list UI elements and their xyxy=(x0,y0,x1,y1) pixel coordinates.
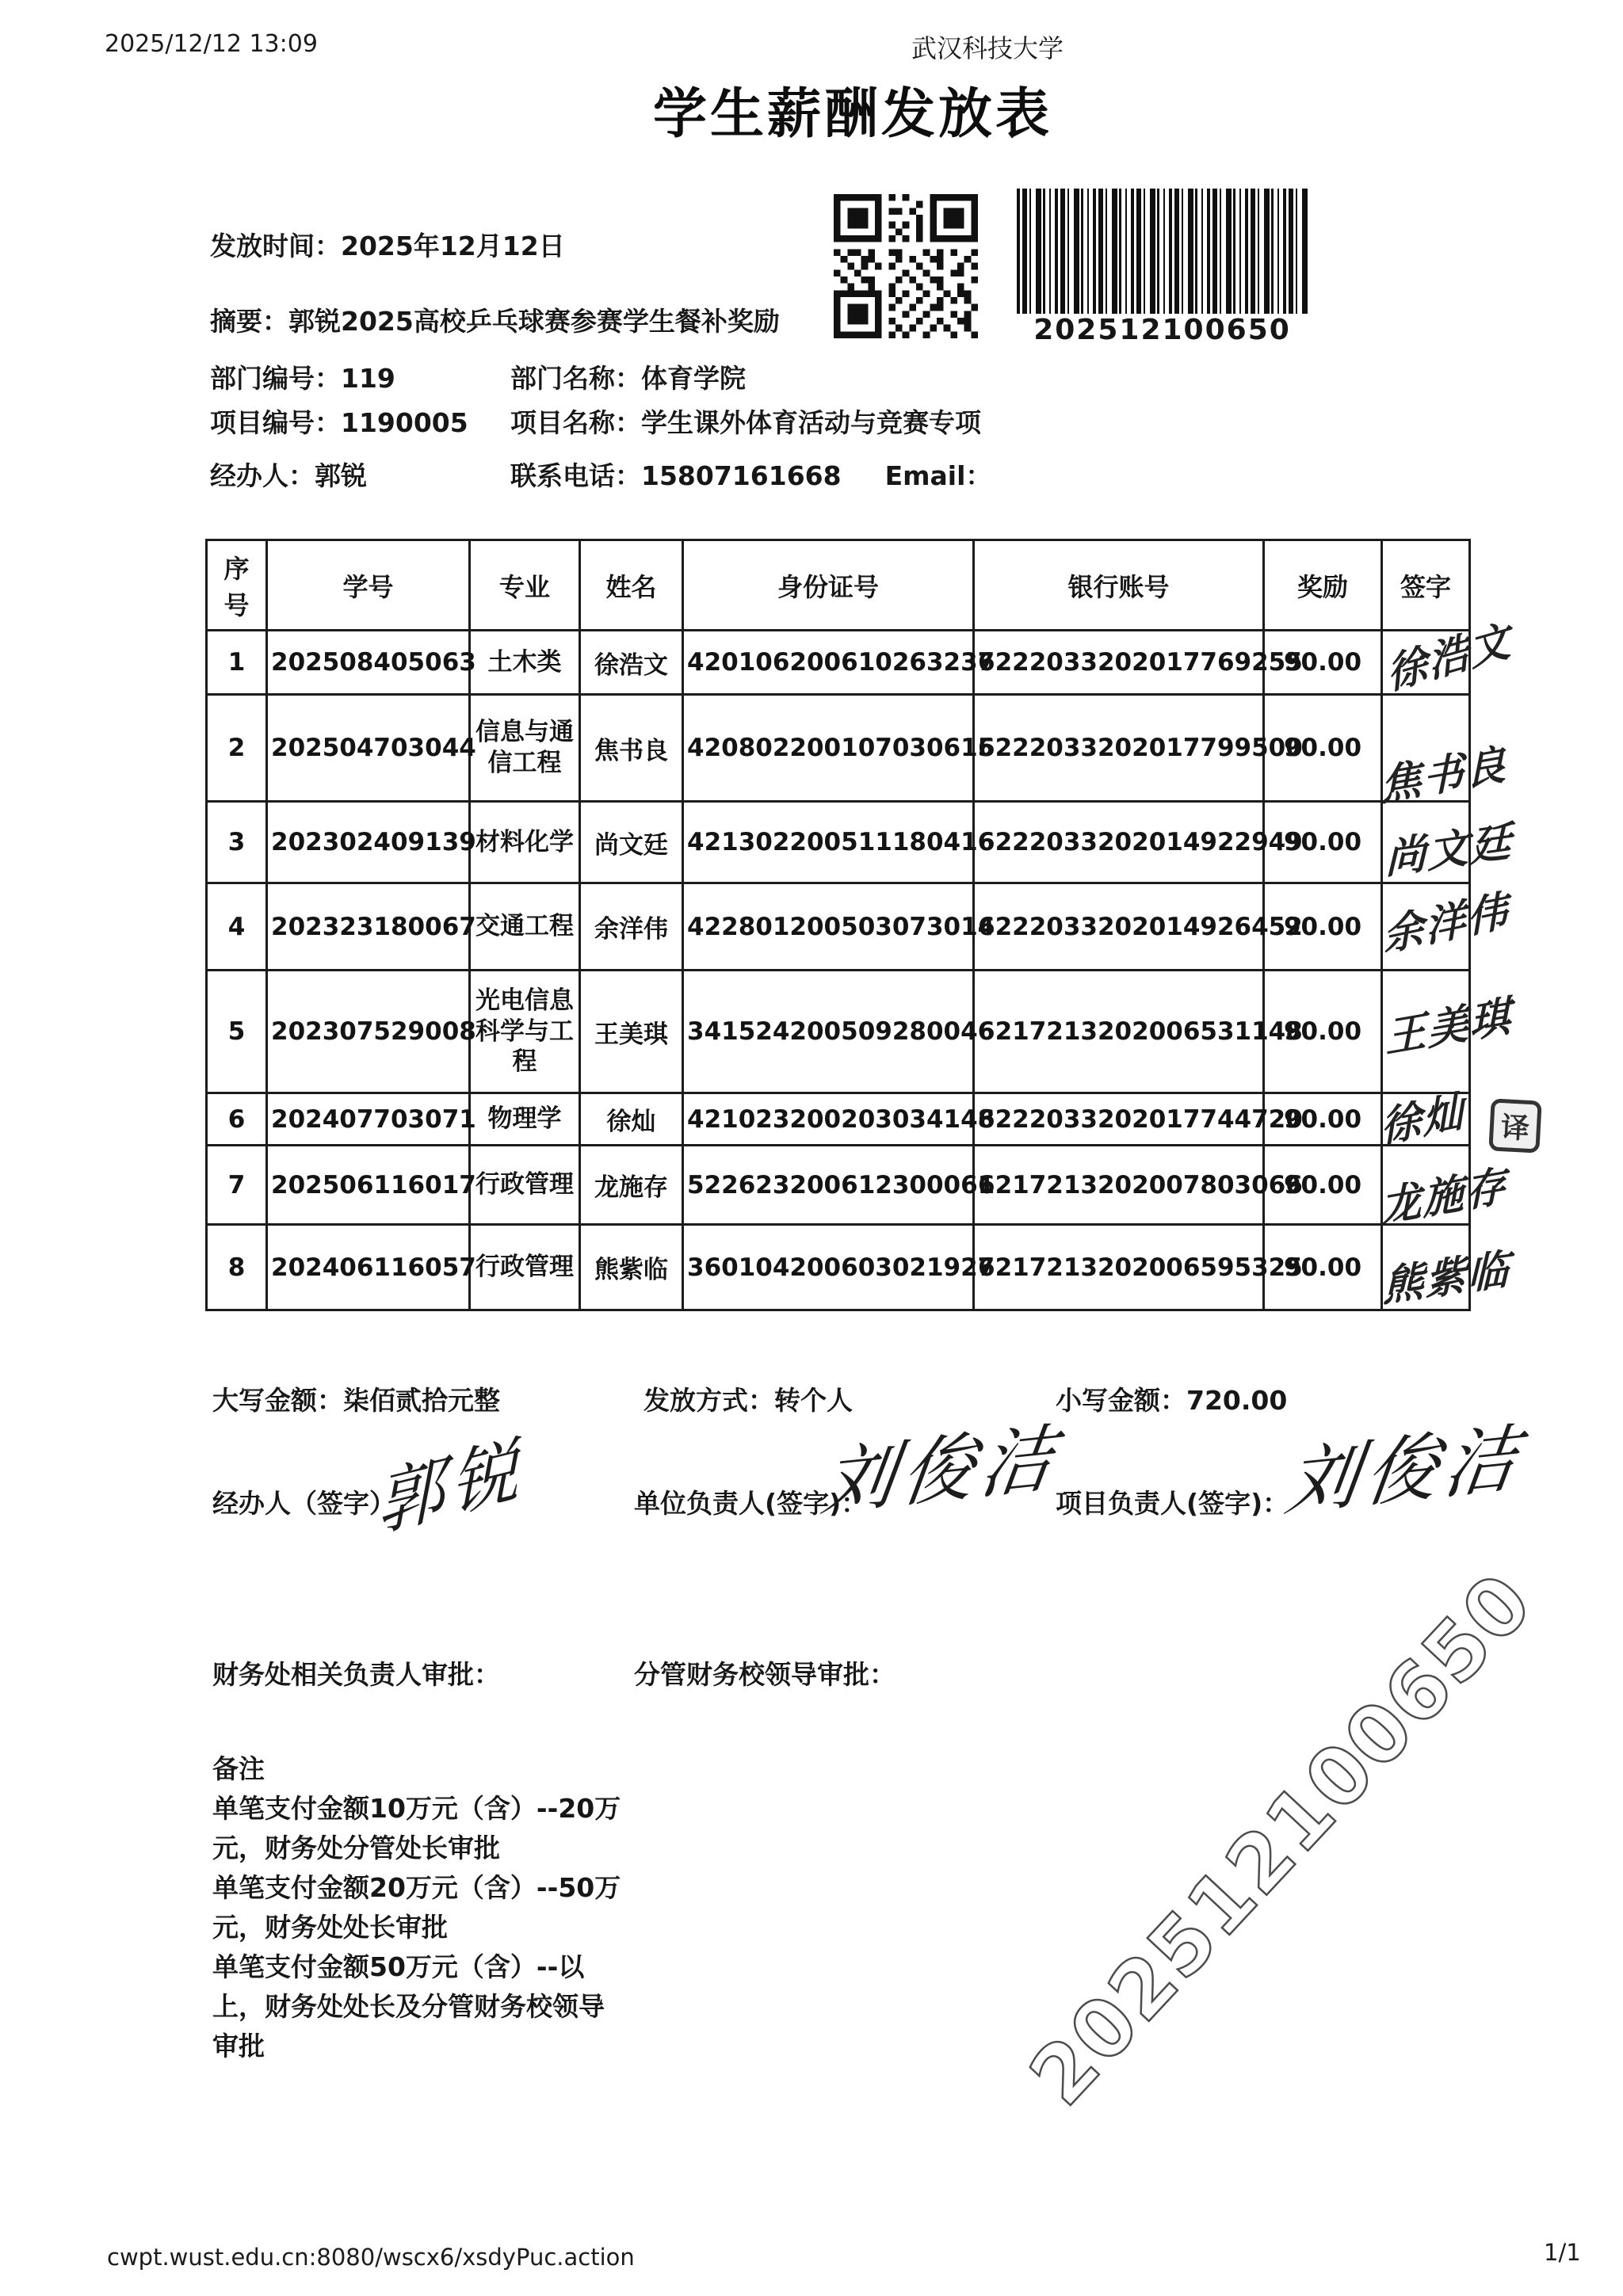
phone-line xyxy=(510,456,991,493)
cell-sn: 6 xyxy=(207,1093,267,1146)
print-timestamp: 2025/12/12 13:09 xyxy=(105,30,318,58)
cell-id-number: 421302200511180416 xyxy=(683,802,974,883)
qr-code-icon xyxy=(834,190,978,342)
amount-figures-line xyxy=(1056,1380,1287,1417)
cell-major: 材料化学 xyxy=(470,802,580,883)
cell-name: 尚文廷 xyxy=(580,802,683,883)
cell-student-id: 202302409139 xyxy=(267,802,470,883)
cell-name: 龙施存 xyxy=(580,1146,683,1225)
col-header-sn: 序号 xyxy=(207,540,267,631)
cell-id-number: 420106200610263237 xyxy=(683,631,974,695)
university-name: 武汉科技大学 xyxy=(911,33,1064,63)
col-header-name: 姓名 xyxy=(580,540,683,631)
cell-amount: 90.00 xyxy=(1264,695,1382,802)
cell-major: 物理学 xyxy=(470,1093,580,1146)
row-signature: 徐浩文 xyxy=(1384,616,1514,700)
cell-amount: 90.00 xyxy=(1264,631,1382,695)
page-indicator: 1/1 xyxy=(1544,2239,1581,2266)
cell-major: 行政管理 xyxy=(470,1146,580,1225)
cell-id-number: 422801200503073014 xyxy=(683,883,974,971)
col-header-student-id: 学号 xyxy=(267,540,470,631)
handler-sign-label: 经办人（签字） xyxy=(212,1488,395,1519)
handler-value: 郭锐 xyxy=(315,460,367,491)
cell-bank-account: 6222033202014922949 xyxy=(974,802,1264,883)
cell-sn: 7 xyxy=(207,1146,267,1225)
col-header-major: 专业 xyxy=(470,540,580,631)
handler-line xyxy=(210,456,367,493)
footer-url: cwpt.wust.edu.cn:8080/wscx6/xsdyPuc.action xyxy=(107,2244,635,2271)
project-signature: 刘俊洁 xyxy=(1281,1414,1529,1527)
remark-line: 元，财务处分管处长审批 xyxy=(212,1833,500,1863)
dept-name-line xyxy=(510,358,746,395)
cell-bank-account: 6222033202017799500 xyxy=(974,695,1264,802)
cell-bank-account: 6217213202007803066 xyxy=(974,1146,1264,1225)
cell-name: 王美琪 xyxy=(580,971,683,1093)
project-code-label: 项目编号： xyxy=(210,407,341,438)
cell-amount: 90.00 xyxy=(1264,1093,1382,1146)
cell-major: 行政管理 xyxy=(470,1225,580,1310)
cell-amount: 90.00 xyxy=(1264,971,1382,1093)
cell-name: 余洋伟 xyxy=(580,883,683,971)
project-name-line xyxy=(510,402,981,440)
remark-line: 备注 xyxy=(212,1753,265,1784)
barcode-icon xyxy=(1017,189,1308,314)
row-signature: 余洋伟 xyxy=(1381,887,1510,962)
email-label: Email： xyxy=(884,460,992,491)
cell-id-number: 421023200203034148 xyxy=(683,1093,974,1146)
amount-words-line xyxy=(212,1380,500,1417)
project-name-value: 学生课外体育活动与竞赛专项 xyxy=(641,407,981,438)
issue-time-value: 2025年12月12日 xyxy=(341,231,565,261)
cell-student-id: 202506116017 xyxy=(267,1146,470,1225)
diagonal-serial-number: 202512100650 xyxy=(1012,1554,1551,2123)
table-row xyxy=(207,883,1470,971)
handler-signature: 郭锐 xyxy=(375,1426,526,1547)
table-row xyxy=(207,971,1470,1093)
cell-bank-account: 6222033202017769255 xyxy=(974,631,1264,695)
cell-id-number: 522623200612300061 xyxy=(683,1146,974,1225)
row-signature: 徐灿 xyxy=(1379,1087,1467,1154)
col-header-signature: 签字 xyxy=(1382,540,1470,631)
cell-major: 交通工程 xyxy=(470,883,580,971)
cell-student-id: 202406116057 xyxy=(267,1225,470,1310)
col-header-bank-account: 银行账号 xyxy=(974,540,1264,631)
table-row xyxy=(207,1093,1470,1146)
table-row xyxy=(207,802,1470,883)
cell-amount: 90.00 xyxy=(1264,1146,1382,1225)
cell-major: 土木类 xyxy=(470,631,580,695)
page-title: 学生薪酬发放表 xyxy=(652,83,1053,146)
cell-major: 光电信息科学与工程 xyxy=(470,971,580,1093)
cell-major: 信息与通信工程 xyxy=(470,695,580,802)
remark-line: 单笔支付金额20万元（含）--50万 xyxy=(212,1872,621,1903)
table-row xyxy=(207,631,1470,695)
cell-name: 熊紫临 xyxy=(580,1225,683,1310)
cell-student-id: 202407703071 xyxy=(267,1093,470,1146)
cell-id-number: 341524200509280046 xyxy=(683,971,974,1093)
summary-value: 郭锐2025高校乒乓球赛参赛学生餐补奖励 xyxy=(288,306,780,337)
amount-words-label: 大写金额： xyxy=(212,1385,343,1416)
payroll-table xyxy=(205,539,1471,1311)
cell-amount: 90.00 xyxy=(1264,802,1382,883)
summary-label: 摘要： xyxy=(210,306,288,337)
method-value: 转个人 xyxy=(774,1385,853,1416)
amount-words-value: 柒佰贰拾元整 xyxy=(343,1385,500,1416)
remarks-block xyxy=(212,1749,621,2066)
cell-amount: 90.00 xyxy=(1264,1225,1382,1310)
handler-label: 经办人： xyxy=(210,460,315,491)
table-row xyxy=(207,695,1470,802)
unit-signature: 刘俊洁 xyxy=(817,1414,1066,1527)
project-code-value: 1190005 xyxy=(341,407,468,438)
col-header-id-number: 身份证号 xyxy=(683,540,974,631)
barcode-number: 202512100650 xyxy=(1033,314,1291,346)
dept-code-line xyxy=(210,358,395,395)
dept-code-label: 部门编号： xyxy=(210,363,341,394)
dept-code-value: 119 xyxy=(341,363,395,394)
row-signature: 龙施存 xyxy=(1380,1161,1508,1233)
cell-sn: 1 xyxy=(207,631,267,695)
phone-label: 联系电话： xyxy=(510,460,641,491)
method-line xyxy=(643,1380,853,1417)
personal-seal-stamp xyxy=(1488,1098,1541,1153)
cell-id-number: 360104200603021927 xyxy=(683,1225,974,1310)
issue-time-line xyxy=(210,226,565,263)
cell-sn: 8 xyxy=(207,1225,267,1310)
leader-approval-label: 分管财务校领导审批： xyxy=(634,1659,896,1690)
cell-amount: 90.00 xyxy=(1264,883,1382,971)
cell-student-id: 202504703044 xyxy=(267,695,470,802)
remark-line: 单笔支付金额10万元（含）--20万 xyxy=(212,1793,621,1824)
finance-approval-label: 财务处相关负责人审批： xyxy=(212,1659,500,1690)
unit-sign-label: 单位负责人(签字)： xyxy=(634,1488,868,1519)
project-name-label: 项目名称： xyxy=(510,407,641,438)
dept-name-value: 体育学院 xyxy=(641,363,746,394)
method-label: 发放方式： xyxy=(643,1385,774,1416)
cell-sn: 2 xyxy=(207,695,267,802)
amount-figures-value: 720.00 xyxy=(1186,1385,1288,1416)
cell-student-id: 202508405063 xyxy=(267,631,470,695)
remark-line: 单笔支付金额50万元（含）--以 xyxy=(212,1951,585,1982)
remark-line: 审批 xyxy=(212,2031,265,2061)
phone-value: 15807161668 xyxy=(641,460,842,491)
table-header-row xyxy=(207,540,1470,631)
cell-name: 焦书良 xyxy=(580,695,683,802)
remark-line: 元，财务处处长审批 xyxy=(212,1912,448,1943)
project-code-line xyxy=(210,402,468,440)
row-signature: 焦书良 xyxy=(1380,740,1508,811)
row-signature: 尚文廷 xyxy=(1385,818,1513,884)
dept-name-label: 部门名称： xyxy=(510,363,641,394)
summary-line xyxy=(210,301,780,338)
row-signature: 王美琪 xyxy=(1384,992,1513,1063)
cell-student-id: 202307529008 xyxy=(267,971,470,1093)
row-signature: 熊紫临 xyxy=(1383,1245,1510,1312)
cell-bank-account: 6217213202006531148 xyxy=(974,971,1264,1093)
cell-name: 徐浩文 xyxy=(580,631,683,695)
seal-character: 译 xyxy=(1499,1111,1530,1146)
cell-sn: 5 xyxy=(207,971,267,1093)
cell-sn: 4 xyxy=(207,883,267,971)
cell-bank-account: 6217213202006595325 xyxy=(974,1225,1264,1310)
cell-student-id: 202323180067 xyxy=(267,883,470,971)
issue-time-label: 发放时间： xyxy=(210,231,341,261)
amount-figures-label: 小写金额： xyxy=(1056,1385,1186,1416)
project-sign-label: 项目负责人(签字)： xyxy=(1056,1488,1289,1519)
cell-bank-account: 6222033202017744720 xyxy=(974,1093,1264,1146)
table-row xyxy=(207,1225,1470,1310)
table-row xyxy=(207,1146,1470,1225)
cell-name: 徐灿 xyxy=(580,1093,683,1146)
col-header-amount: 奖励 xyxy=(1264,540,1382,631)
cell-sn: 3 xyxy=(207,802,267,883)
cell-id-number: 420802200107030615 xyxy=(683,695,974,802)
cell-bank-account: 6222033202014926452 xyxy=(974,883,1264,971)
remark-line: 上，财务处处长及分管财务校领导 xyxy=(212,1991,605,2022)
